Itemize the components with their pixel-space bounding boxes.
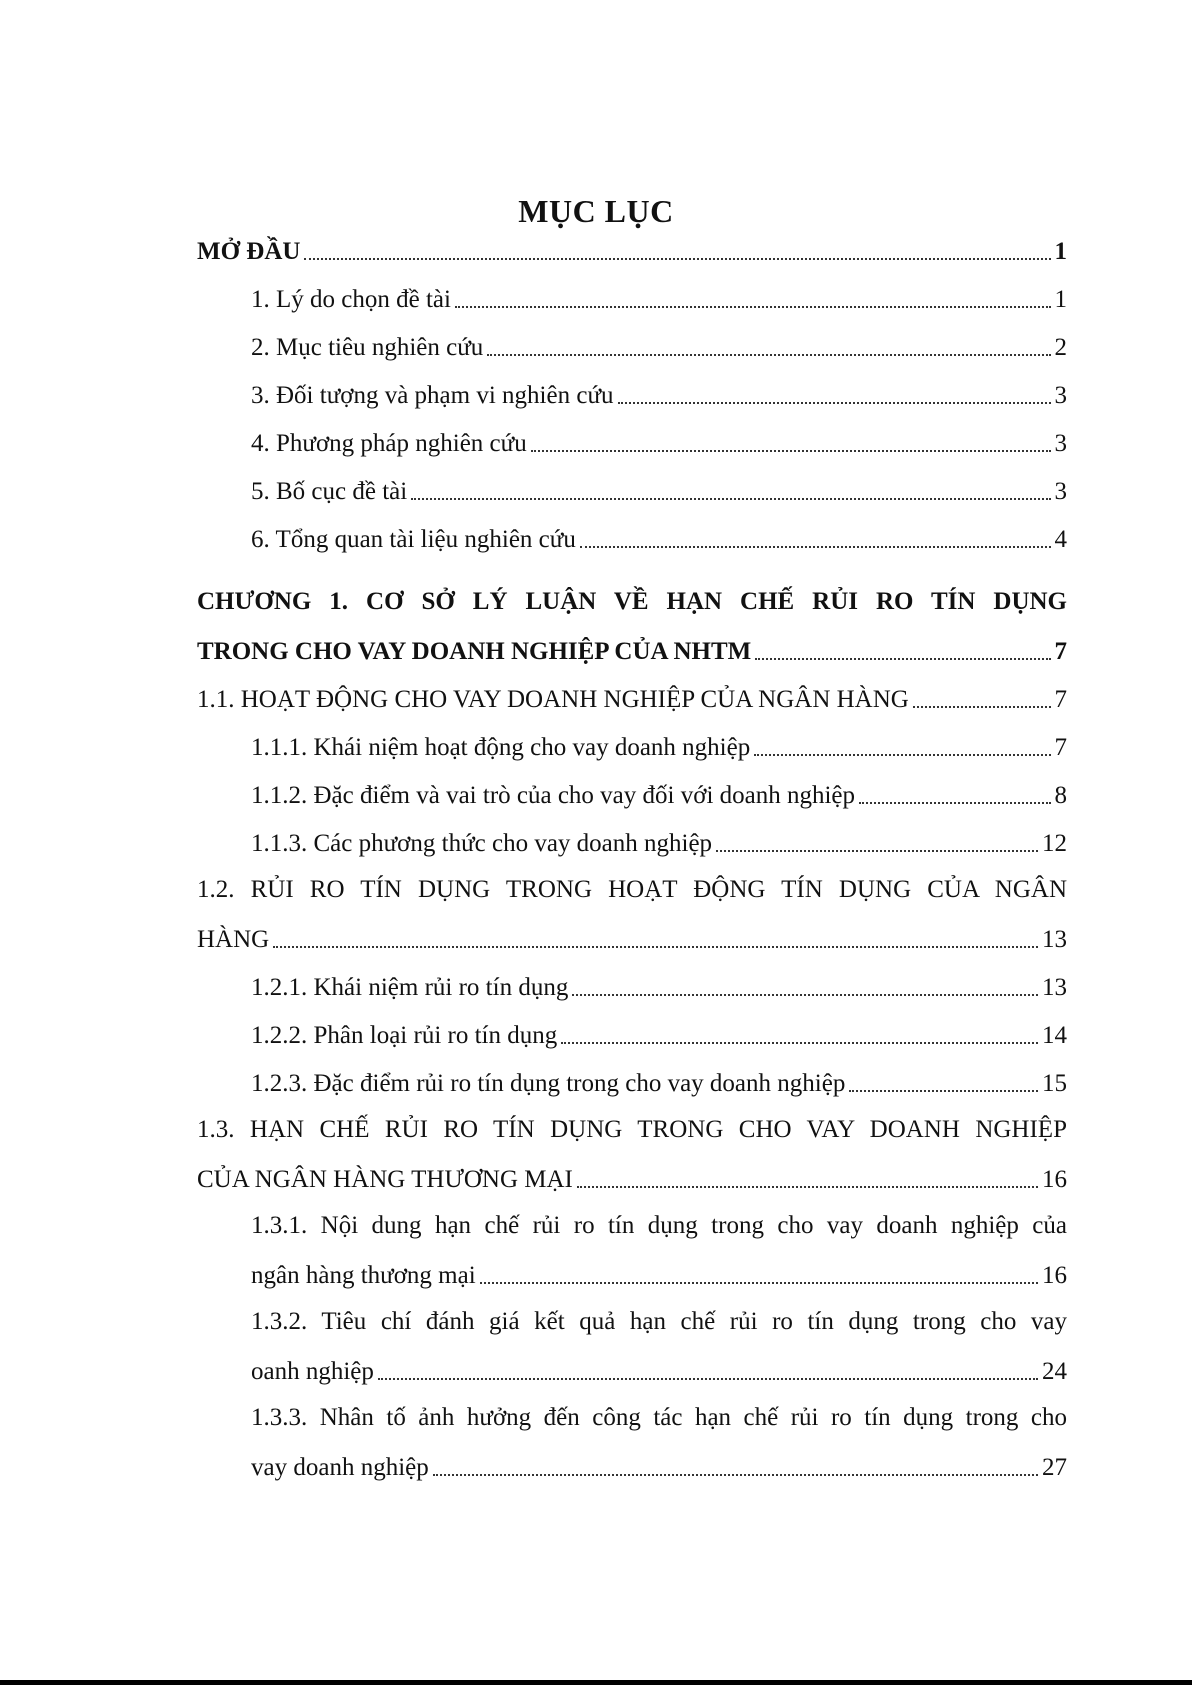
dot-leader — [755, 650, 1050, 660]
dot-leader — [859, 794, 1050, 804]
toc-entry-text: HÀNG — [197, 926, 270, 953]
dot-leader — [378, 1370, 1038, 1380]
toc-entry-page: 4 — [1054, 526, 1067, 553]
toc-section-line1: 1.2. RỦI RO TÍN DỤNG TRONG HOẠT ĐỘNG TÍN DỤNG CỦA NGÂN — [197, 876, 1067, 903]
toc-entry-text: 3. Đối tượng và phạm vi nghiên cứu — [251, 382, 614, 409]
dot-leader — [480, 1274, 1038, 1284]
dot-leader — [577, 1178, 1038, 1188]
toc-entry-text: 1.1.1. Khái niệm hoạt động cho vay doanh nghiệp — [251, 734, 751, 761]
page-bottom-border — [0, 1680, 1192, 1685]
dot-leader — [580, 538, 1051, 548]
toc-entry-page: 24 — [1042, 1358, 1067, 1385]
toc-subsection — [251, 1065, 1067, 1099]
toc-entry-page: 7 — [1054, 638, 1067, 665]
toc-entry — [251, 281, 1067, 315]
toc-entry-mo-dau — [197, 233, 1067, 267]
dot-leader — [304, 250, 1050, 260]
toc-subsection — [251, 969, 1067, 1003]
toc-chapter-line1: CHƯƠNG 1. CƠ SỞ LÝ LUẬN VỀ HẠN CHẾ RỦI RO TÍN DỤNG — [197, 588, 1067, 615]
toc-entry-page: 27 — [1042, 1454, 1067, 1481]
dot-leader — [531, 442, 1051, 452]
toc-entry-page: 16 — [1042, 1166, 1067, 1193]
toc-entry-page: 14 — [1042, 1022, 1067, 1049]
toc-entry-page: 13 — [1042, 926, 1067, 953]
toc-entry-page: 12 — [1042, 830, 1067, 857]
dot-leader — [716, 842, 1038, 852]
toc-entry-text: TRONG CHO VAY DOANH NGHIỆP CỦA NHTM — [197, 638, 752, 665]
toc-entry-page: 13 — [1042, 974, 1067, 1001]
toc-entry-page: 15 — [1042, 1070, 1067, 1097]
toc-entry-text: 1.1.3. Các phương thức cho vay doanh nghiệp — [251, 830, 713, 857]
dot-leader — [572, 986, 1038, 996]
toc-entry-text: 1.2.1. Khái niệm rủi ro tín dụng — [251, 974, 569, 1001]
toc-entry-text: 1.2.2. Phân loại rủi ro tín dụng — [251, 1022, 558, 1049]
dot-leader — [849, 1082, 1038, 1092]
toc-entry-text: 6. Tổng quan tài liệu nghiên cứu — [251, 526, 576, 553]
toc-subsection-line1: 1.3.1. Nội dung hạn chế rủi ro tín dụng trong cho vay doanh nghiệp của — [251, 1212, 1067, 1239]
dot-leader — [561, 1034, 1038, 1044]
toc-subsection — [251, 729, 1067, 763]
toc-entry-page: 7 — [1054, 686, 1067, 713]
toc-entry-page: 3 — [1054, 430, 1067, 457]
toc-section-line2 — [197, 921, 1067, 955]
toc-subsection-line1: 1.3.3. Nhân tố ảnh hưởng đến công tác hạn chế rủi ro tín dụng trong cho — [251, 1404, 1067, 1431]
dot-leader — [754, 746, 1050, 756]
toc-subsection-line2 — [251, 1449, 1067, 1483]
toc-entry-page: 8 — [1054, 782, 1067, 809]
toc-entry — [251, 425, 1067, 459]
toc-entry — [251, 473, 1067, 507]
toc-subsection — [251, 825, 1067, 859]
toc-subsection-line2 — [251, 1353, 1067, 1387]
toc-subsection — [251, 777, 1067, 811]
toc-subsection — [251, 1017, 1067, 1051]
toc-entry — [251, 377, 1067, 411]
toc-entry-text: 5. Bố cục đề tài — [251, 478, 408, 505]
toc-section-line2 — [197, 1161, 1067, 1195]
toc-subsection-line1: 1.3.2. Tiêu chí đánh giá kết quả hạn chế rủi ro tín dụng trong cho vay — [251, 1308, 1067, 1335]
dot-leader — [411, 490, 1050, 500]
toc-title: MỤC LỤC — [518, 193, 674, 229]
toc-entry-text: MỞ ĐẦU — [197, 238, 301, 265]
toc-entry-page: 3 — [1054, 478, 1067, 505]
toc-entry-text: 1.2.3. Đặc điểm rủi ro tín dụng trong cho vay doanh nghiệp — [251, 1070, 846, 1097]
dot-leader — [455, 298, 1051, 308]
toc-entry-text: 2. Mục tiêu nghiên cứu — [251, 334, 484, 361]
toc-entry — [251, 329, 1067, 363]
toc-entry-text: 1.1.2. Đặc điểm và vai trò của cho vay đối với doanh nghiệp — [251, 782, 856, 809]
toc-entry-page: 2 — [1054, 334, 1067, 361]
dot-leader — [913, 698, 1051, 708]
toc-section — [197, 681, 1067, 715]
dot-leader — [273, 938, 1038, 948]
toc-entry-text: 1. Lý do chọn đề tài — [251, 286, 451, 313]
dot-leader — [433, 1466, 1038, 1476]
toc-entry-page: 16 — [1042, 1262, 1067, 1289]
toc-entry-page: 7 — [1054, 734, 1067, 761]
toc-entry-text: ngân hàng thương mại — [251, 1262, 476, 1289]
toc-entry-text: CỦA NGÂN HÀNG THƯƠNG MẠI — [197, 1166, 573, 1193]
toc-entry-page: 1 — [1054, 238, 1067, 265]
toc-entry-text: 4. Phương pháp nghiên cứu — [251, 430, 527, 457]
toc-entry — [251, 521, 1067, 555]
toc-entry-text: vay doanh nghiệp — [251, 1454, 429, 1481]
toc-entry-page: 1 — [1054, 286, 1067, 313]
dot-leader — [618, 394, 1051, 404]
toc-entry-page: 3 — [1054, 382, 1067, 409]
dot-leader — [487, 346, 1050, 356]
toc-section-line1: 1.3. HẠN CHẾ RỦI RO TÍN DỤNG TRONG CHO VAY DOANH NGHIỆP — [197, 1116, 1067, 1143]
toc-subsection-line2 — [251, 1257, 1067, 1291]
toc-chapter-line2 — [197, 633, 1067, 667]
toc-entry-text: 1.1. HOẠT ĐỘNG CHO VAY DOANH NGHIỆP CỦA NGÂN HÀNG — [197, 686, 909, 713]
toc-entry-text: oanh nghiệp — [251, 1358, 374, 1385]
